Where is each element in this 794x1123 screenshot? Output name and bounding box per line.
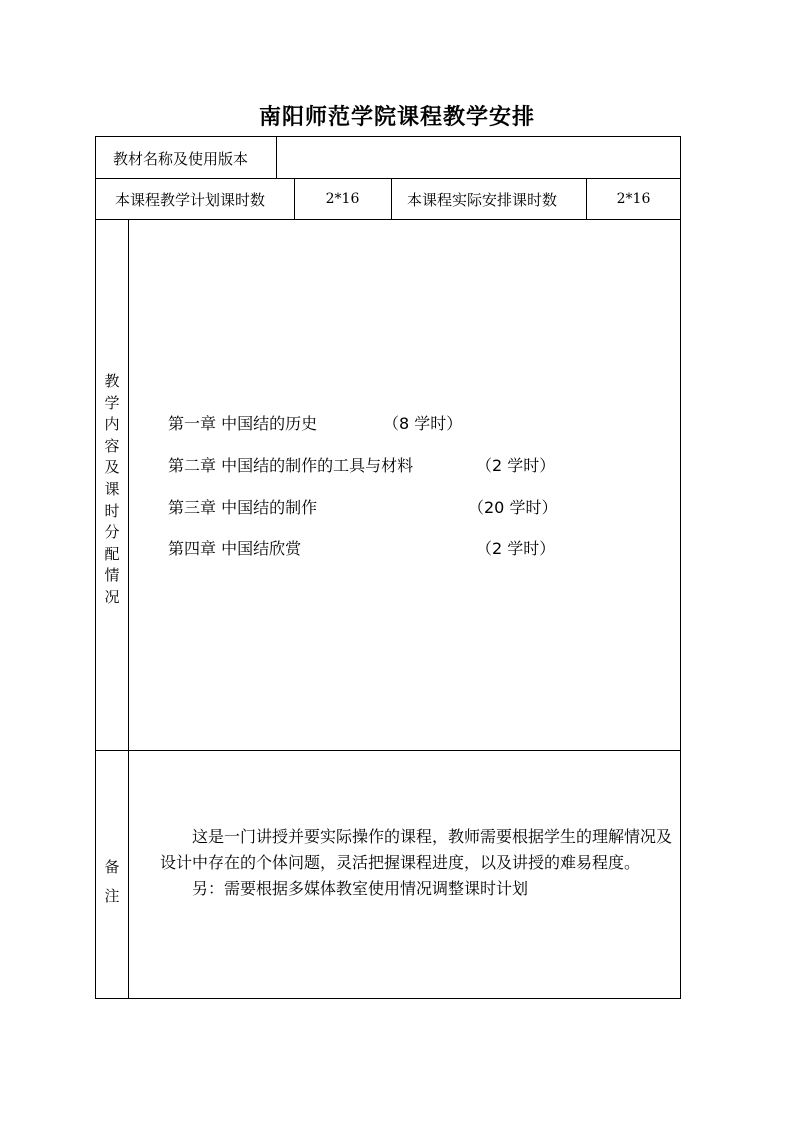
planned-hours-label: 本课程教学计划课时数 — [115, 191, 266, 209]
remarks-text — [160, 824, 675, 902]
chapter-hours: （2 学时） — [476, 456, 556, 475]
chapter-name: 第二章 中国结的制作的工具与材料 — [168, 456, 414, 475]
chapter-row — [168, 453, 556, 476]
row-divider — [95, 750, 681, 751]
actual-hours-value: 2*16 — [616, 191, 651, 207]
planned-hours-value: 2*16 — [325, 191, 360, 207]
chapter-hours: （8 学时） — [383, 414, 463, 433]
column-divider — [391, 178, 392, 220]
column-divider — [276, 136, 277, 179]
remarks-note: 另：需要根据多媒体教室使用情况调整课时计划 — [192, 879, 529, 898]
actual-hours-label: 本课程实际安排课时数 — [407, 191, 558, 209]
row-divider — [95, 178, 681, 179]
remarks-section-label: 备注 — [104, 858, 120, 905]
chapter-hours: （2 学时） — [476, 539, 556, 558]
chapter-hours: （20 学时） — [468, 498, 558, 517]
content-section-label: 教学内容及课时分配情况 — [104, 372, 120, 606]
chapter-row — [168, 495, 558, 518]
chapter-name: 第四章 中国结欣赏 — [168, 539, 302, 558]
chapter-name: 第三章 中国结的制作 — [168, 498, 318, 517]
column-divider — [128, 219, 129, 999]
chapter-row — [168, 411, 463, 434]
page-title: 南阳师范学院课程教学安排 — [258, 104, 535, 130]
remarks-paragraph: 这是一门讲授并要实际操作的课程，教师需要根据学生的理解情况及设计中存在的个体问题，灵活把握课程进度，以及讲授的难易程度。 — [160, 827, 673, 872]
chapter-name: 第一章 中国结的历史 — [168, 414, 318, 433]
chapter-row — [168, 536, 556, 559]
row-divider — [95, 219, 681, 220]
textbook-label: 教材名称及使用版本 — [113, 150, 249, 168]
